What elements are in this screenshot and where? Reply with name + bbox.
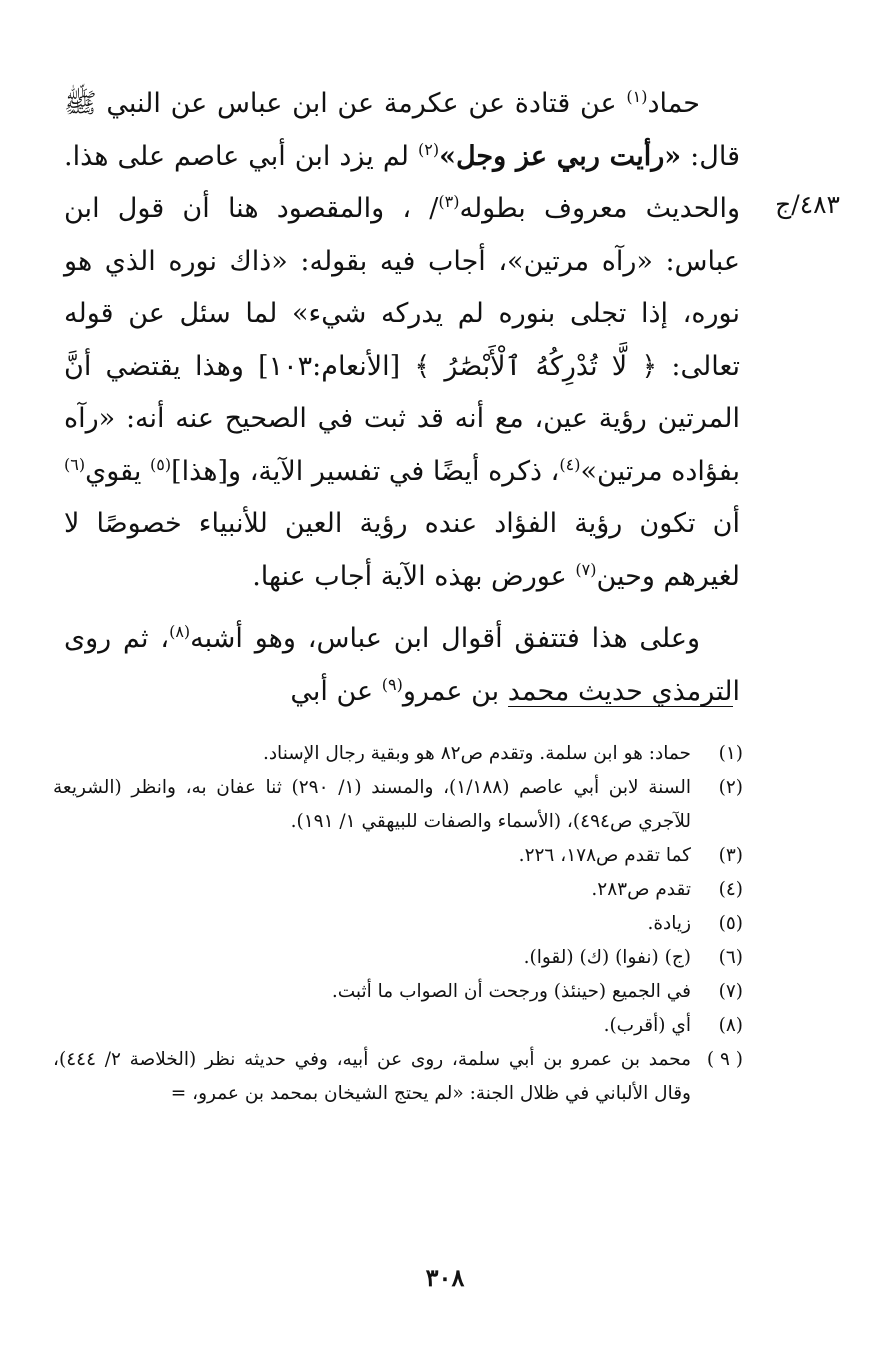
footnote-item (53, 907, 743, 941)
footnote-ref-3[interactable]: (٣) (438, 192, 460, 211)
footnote-number: (٥) (718, 913, 743, 934)
text-segment: حماد (647, 88, 700, 119)
text-segment: ، ثم روى الترمذي حديث محمد بن عمرو (64, 623, 740, 707)
footnote-text: أي (أقرب). (603, 1015, 691, 1036)
footnote-number: (٧) (718, 981, 743, 1002)
footnote-text: كما تقدم ص١٧٨، ٢٢٦. (518, 845, 691, 866)
footnote-number: (٨) (718, 1015, 743, 1036)
footnote-item (53, 737, 743, 771)
text-segment: عن أبي (290, 675, 382, 707)
text-segment: يقوي (85, 455, 150, 487)
footnote-item (53, 873, 743, 907)
text-segment: عن قتادة عن عكرمة عن ابن عباس عن النبي ﷺ قال: (64, 88, 740, 172)
main-body-text (64, 78, 740, 718)
margin-page-reference: ٤٨٣/ج (775, 190, 840, 219)
footnote-text: السنة لابن أبي عاصم (١/١٨٨)، والمسند (١/ ٢٩٠) ثنا عفان به، وانظر (الشريعة للآجري ص٤٩٤)، (الأسماء والصفات للبيهقي ١/ ١٩١). (53, 777, 691, 832)
footnote-number: (١) (718, 743, 743, 764)
footnote-divider (508, 706, 733, 707)
footnote-ref-5[interactable]: (٥) (149, 454, 172, 474)
text-segment: ، ذكره أيضًا في تفسير الآية، و[هذا] (171, 455, 560, 487)
footnote-text: (ج) (نفوا) (ك) (لقوا). (523, 947, 691, 968)
text-segment: عورض بهذه الآية أجاب عنها. (252, 560, 576, 592)
footnote-item (53, 941, 743, 975)
footnote-text: محمد بن عمرو بن أبي سلمة، روى عن أبيه، وفي حديثه نظر (الخلاصة ٢/ ٤٤٤)، وقال الألباني في ظلال الجنة: «لم يحتج الشيخان بمحمد بن عمرو، = (53, 1049, 691, 1104)
footnote-text: زيادة. (647, 913, 691, 934)
body-paragraph-2 (64, 613, 740, 718)
footnote-ref-4[interactable]: (٤) (559, 454, 581, 474)
text-segment: / ، والمقصود هنا أن قول ابن عباس: «رآه مرتين»، أجاب فيه بقوله: «ذاك نوره الذي هو نوره، إذا تجلى بنوره لم يدركه شيء» لما سئل عن قوله تعالى: ﴿ لَّا تُدْرِكُهُ ٱلْأَبْصَٰرُ ﴾ [الأنعام:١٠٣] وهذا يقتضي أنَّ المرتين رؤية عين، مع أنه قد ثبت في الصحيح عنه أنه: «رآه بفؤاده مرتين» (64, 193, 741, 487)
text-segment: أن تكون رؤية الفؤاد عنده رؤية العين للأنبياء خصوصًا لا لغيرهم وحين (64, 508, 740, 592)
text-segment: وعلى هذا فتتفق أقوال ابن عباس، وهو أشبه (190, 623, 700, 654)
footnote-text: في الجميع (حينئذ) ورجحت أن الصواب ما أثبت. (331, 981, 691, 1002)
footnotes-section (53, 737, 743, 1111)
footnote-number: ( ٩ ) (706, 1049, 743, 1070)
footnote-number: (٤) (718, 879, 743, 900)
footnote-item (53, 1009, 743, 1043)
footnote-number: (٢) (718, 777, 743, 798)
text-segment: لم يزد ابن أبي عاصم على هذا. والحديث معروف بطوله (64, 140, 740, 224)
footnote-item (53, 1043, 743, 1111)
footnote-number: (٦) (718, 947, 743, 968)
footnote-text: تقدم ص٢٨٣. (591, 879, 691, 900)
footnote-item (53, 771, 743, 839)
footnote-item (53, 975, 743, 1009)
footnote-ref-9[interactable]: (٩) (381, 674, 403, 694)
hadith-quote: «رأيت ربي عز وجل» (439, 140, 682, 172)
footnote-ref-8[interactable]: (٨) (169, 622, 191, 641)
footnote-ref-1[interactable]: (١) (626, 87, 648, 106)
footnote-ref-2[interactable]: (٢) (418, 139, 440, 159)
footnote-number: (٣) (718, 845, 743, 866)
page-number: ٣٠٨ (425, 1263, 465, 1292)
footnote-item (53, 839, 743, 873)
footnote-text: حماد: هو ابن سلمة. وتقدم ص٨٢ هو وبقية رجال الإسناد. (262, 743, 691, 764)
footnote-ref-7[interactable]: (٧) (575, 559, 597, 579)
footnote-ref-6[interactable]: (٦) (64, 454, 86, 474)
body-paragraph-1 (64, 78, 740, 603)
